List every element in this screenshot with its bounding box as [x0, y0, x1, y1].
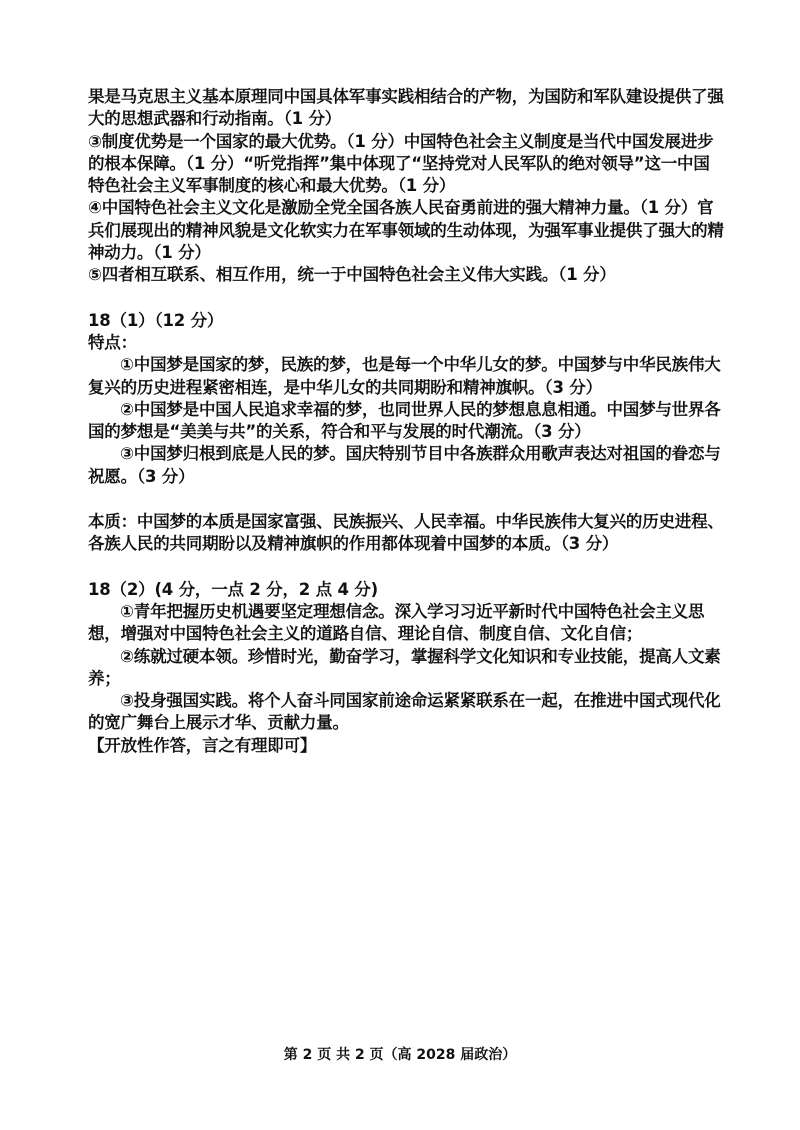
features-label: 特点：: [88, 332, 137, 352]
answer-line: 的根本保障。（1 分）“听党指挥”集中体现了“坚持党对人民军队的绝对领导”这一中国: [88, 153, 710, 173]
question-18-2-heading: 18（2）(4 分，一点 2 分，2 点 4 分): [88, 579, 378, 599]
section-gap: [88, 287, 728, 310]
answer-line: ③中国梦归根到底是人民的梦。国庆特别节目中各族群众用歌声表达对祖国的眷恋与: [120, 444, 721, 464]
answer-line: ④中国特色社会主义文化是激励全党全国各族人民奋勇前进的强大精神力量。（1 分）官: [88, 198, 714, 218]
answer-line: 养；: [88, 668, 121, 688]
essence-line: 本质：中国梦的本质是国家富强、民族振兴、人民幸福。中华民族伟大复兴的历史进程、: [88, 512, 724, 532]
answer-line: 祝愿。（3 分）: [88, 466, 195, 486]
essence-line: 各族人民的共同期盼以及精神旗帜的作用都体现着中国梦的本质。（3 分）: [88, 534, 619, 554]
answer-line: ③投身强国实践。将个人奋斗同国家前途命运紧紧联系在一起，在推进中国式现代化: [120, 691, 721, 711]
answer-line: 想，增强对中国特色社会主义的道路自信、理论自信、制度自信、文化自信；: [88, 624, 643, 644]
page-footer: 第 2 页 共 2 页（高 2028 届政治）: [283, 1047, 517, 1063]
answer-line: 兵们展现出的精神风貌是文化软实力在军事领域的生动体现，为强军事业提供了强大的精: [88, 220, 724, 240]
question-18-1-heading: 18（1）（12 分）: [88, 310, 224, 330]
answer-line: 果是马克思主义基本原理同中国具体军事实践相结合的产物，为国防和军队建设提供了强: [88, 87, 724, 106]
answer-line: ③制度优势是一个国家的最大优势。（1 分）中国特色社会主义制度是当代中国发展进步: [88, 131, 714, 151]
section-gap: [88, 488, 728, 511]
answer-line: 国的梦想是“美美与共”的关系，符合和平与发展的时代潮流。（3 分）: [88, 422, 591, 442]
answer-line: 大的思想武器和行动指南。（1 分）: [88, 109, 342, 129]
section-gap: [88, 556, 728, 579]
answer-line: ②练就过硬本领。珍惜时光，勤奋学习，掌握科学文化知识和专业技能，提高人文素: [120, 646, 721, 666]
open-answer-note: 【开放性作答，言之有理即可】: [88, 735, 317, 755]
answer-line: 的宽广舞台上展示才华、贡献力量。: [88, 713, 349, 733]
answer-line: 复兴的历史进程紧密相连，是中华儿女的共同期盼和精神旗帜。（3 分）: [88, 377, 602, 397]
answer-page: [88, 86, 728, 757]
answer-line: 特色社会主义军事制度的核心和最大优势。（1 分）: [88, 176, 456, 196]
answer-line: ②中国梦是中国人民追求幸福的梦，也同世界人民的梦想息息相通。中国梦与世界各: [120, 399, 721, 419]
answer-line: ①青年把握历史机遇要坚定理想信念。深入学习习近平新时代中国特色社会主义思: [120, 601, 705, 621]
answer-line: ①中国梦是国家的梦，民族的梦，也是每一个中华儿女的梦。中国梦与中华民族伟大: [120, 355, 721, 375]
answer-line: ⑤四者相互联系、相互作用，统一于中国特色社会主义伟大实践。（1 分）: [88, 265, 616, 285]
answer-line: 神动力。（1 分）: [88, 243, 211, 263]
